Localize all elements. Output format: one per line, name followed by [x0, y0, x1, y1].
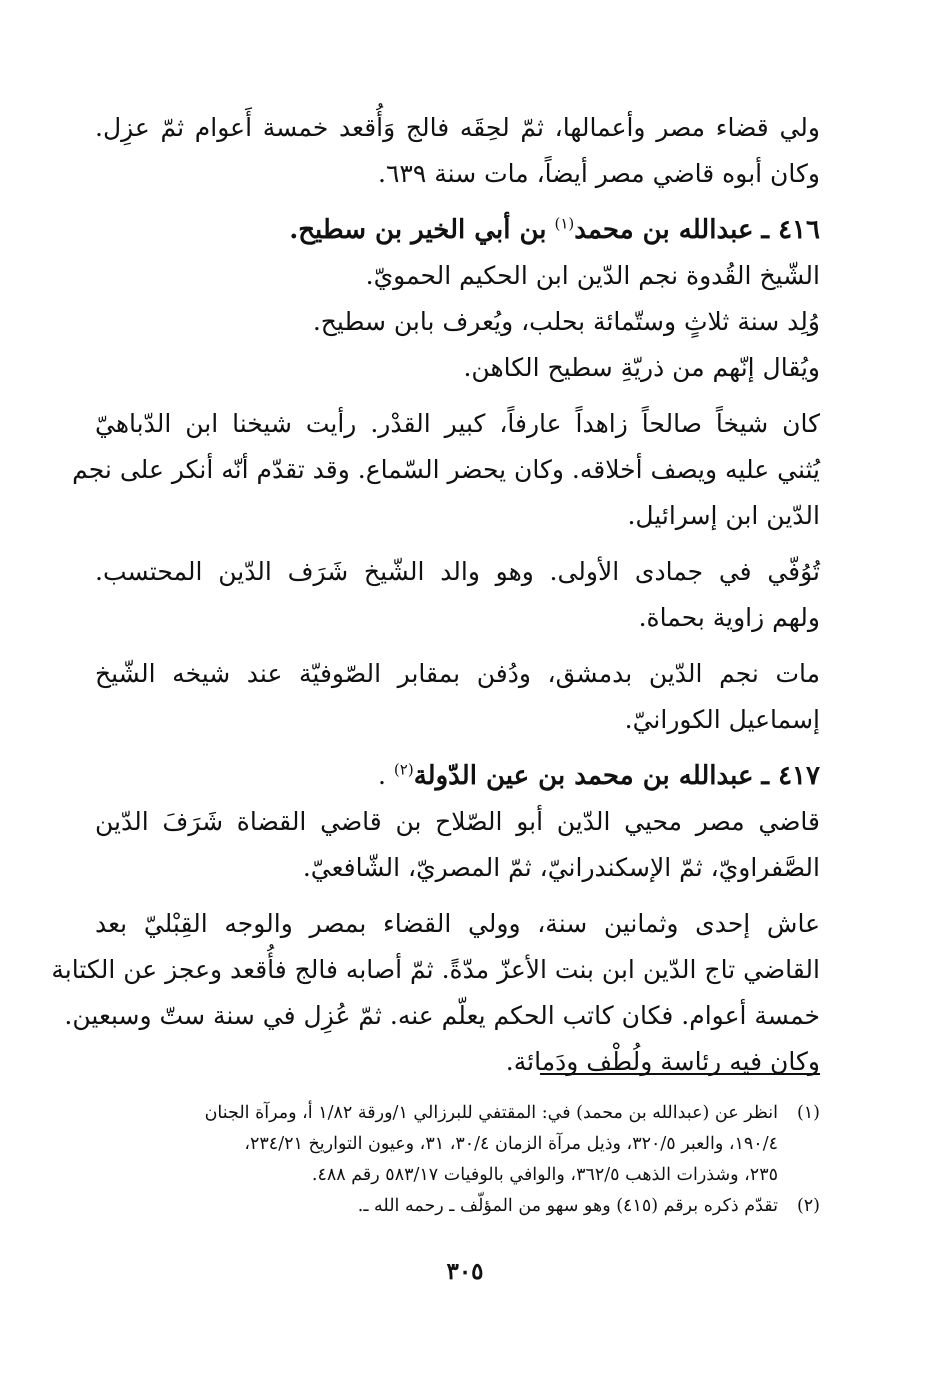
- footnote-text: [95, 1098, 778, 1191]
- footnote-text: [95, 1191, 778, 1222]
- footnote-line: تقدّم ذكره برقم (٤١٥) وهو سهو من المؤلّف ـ رحمه الله ـ.: [357, 1196, 778, 1216]
- text-line: الشّيخ القُدوة نجم الدّين ابن الحكيم الحمويّ.: [365, 261, 820, 290]
- text-line: خمسة أعوام. فكان كاتب الحكم يعلّم عنه. ثمّ عُزِل في سنة ستّ وسبعين.: [64, 1001, 820, 1030]
- text-line: كان شيخاً صالحاً زاهداً عارفاً، كبير القدْر. رأيت شيخنا ابن الدّباهيّ: [95, 409, 820, 438]
- text-line: وكان أبوه قاضي مصر أيضاً، مات سنة ٦٣٩.: [378, 159, 820, 188]
- text-line: تُوُفّي في جمادى الأولى. وهو والد الشّيخ شَرَف الدّين المحتسب.: [95, 557, 820, 586]
- text-line: القاضي تاج الدّين ابن بنت الأعزّ مدّةً. ثمّ أصابه فالج فأُقعد وعجز عن الكتابة: [51, 955, 820, 984]
- footnote-number: (٢): [796, 1196, 820, 1216]
- footnote-number: (١): [796, 1103, 820, 1123]
- text-line: ولهم زاوية بحماة.: [638, 603, 820, 632]
- text-line: قاضي مصر محيي الدّين أبو الصّلاح بن قاضي القضاة شَرَفَ الدّين: [95, 807, 820, 836]
- main-text: [51, 105, 820, 1085]
- entry-number: ٤١٦ ـ: [761, 215, 820, 245]
- text-line: وكان فيه رئاسة ولُطْف ودَمائة.: [505, 1047, 820, 1076]
- text-line: عاش إحدى وثمانين سنة، وولي القضاء بمصر والوجه القِبْليّ بعد: [95, 909, 820, 938]
- entry-name-rest: بن أبي الخير بن سطيح.: [289, 215, 547, 245]
- footnote-1: [95, 1098, 820, 1191]
- footnote-line: انظر عن (عبدالله بن محمد) في: المقتفي للبرزالي ١/ورقة ١/٨٢ أ، ومرآة الجنان: [204, 1103, 778, 1123]
- text-line: ويُقال إنّهم من ذريّةِ سطيح الكاهن.: [463, 353, 820, 382]
- text-line: إسماعيل الكورانيّ.: [624, 705, 820, 734]
- footnote-ref: (١): [554, 214, 575, 233]
- text-line: الصَّفراويّ، ثمّ الإسكندرانيّ، ثمّ المصريّ، الشّافعيّ.: [302, 853, 820, 882]
- entry-heading-417: [95, 753, 820, 799]
- entry-tail: .: [378, 761, 386, 790]
- page-number: ٣٠٥: [446, 1258, 484, 1285]
- footnote-line: ١٩٠/٤، والعبر ٣٢٠/٥، وذيل مرآة الزمان ٣٠/٤، ٣١، وعيون التواريخ ٢٣٤/٢١،: [244, 1134, 778, 1154]
- footnote-ref: (٢): [393, 760, 414, 779]
- entry-name: عبدالله بن محمد بن عين الدّولة: [413, 761, 754, 791]
- text-line: مات نجم الدّين بدمشق، ودُفن بمقابر الصّوفيّة عند شيخه الشّيخ: [95, 659, 820, 688]
- entry-name: عبدالله بن محمد: [574, 215, 754, 245]
- entry-number: ٤١٧ ـ: [761, 761, 820, 791]
- footnote-line: ٢٣٥، وشذرات الذهب ٣٦٢/٥، والوافي بالوفيات ٥٨٣/١٧ رقم ٤٨٨.: [311, 1165, 778, 1185]
- text-line: الدّين ابن إسرائيل.: [627, 501, 820, 530]
- footnote-separator: [540, 1073, 820, 1075]
- entry-heading-416: [95, 207, 820, 253]
- text-line: ولي قضاء مصر وأعمالها، ثمّ لحِقَه فالج وَأُقعد خمسة أَعوام ثمّ عزِل.: [95, 113, 820, 142]
- footnotes: [95, 1098, 820, 1222]
- footnote-2: [95, 1191, 820, 1222]
- text-line: يُثني عليه ويصف أخلاقه. وكان يحضر السّماع. وقد تقدّم أنّه أنكر على نجم: [72, 455, 820, 484]
- text-line: وُلِد سنة ثلاثٍ وستّمائة بحلب، ويُعرف بابن سطيح.: [312, 307, 820, 336]
